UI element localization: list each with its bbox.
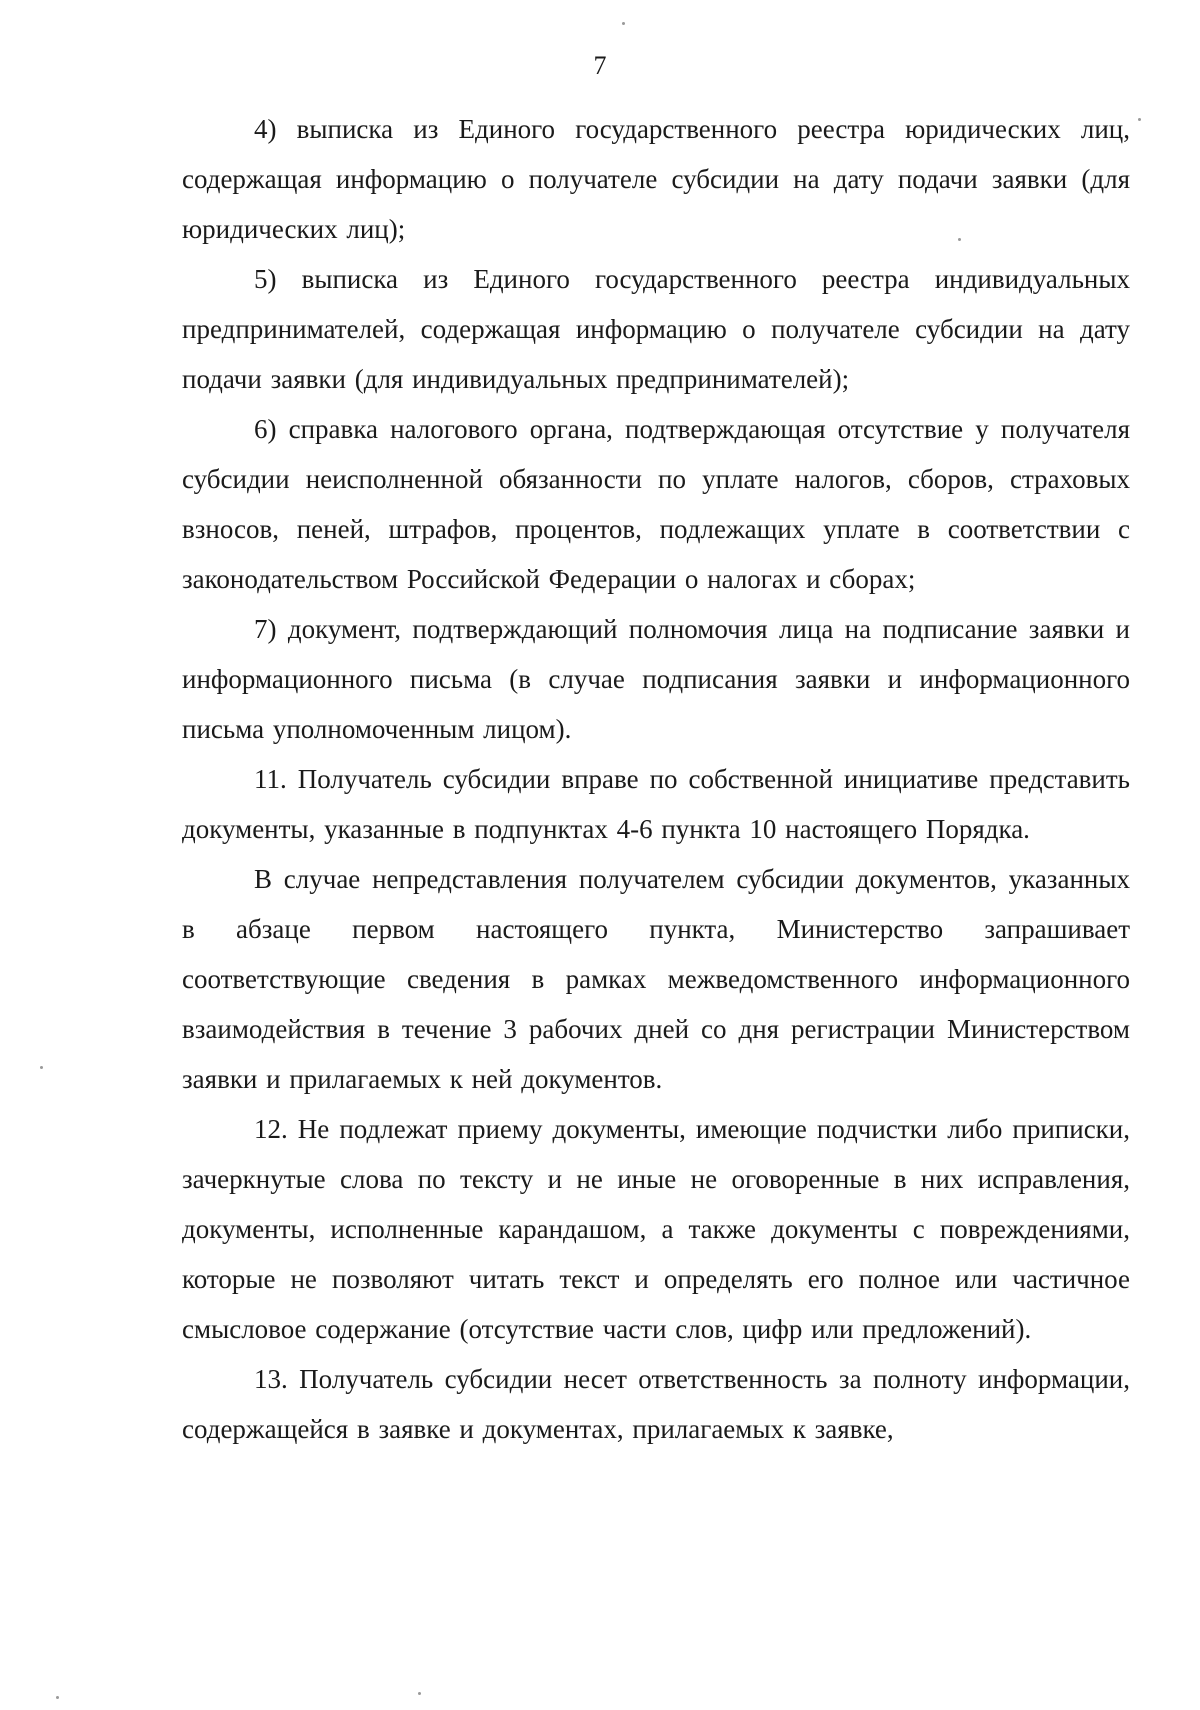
scan-speck xyxy=(622,22,625,25)
paragraph-item-7: 7) документ, подтверждающий полномочия лица на подписание заявки и информационного письма (в случае подписания заявки и информационного письма уполномоченным лицом). xyxy=(182,614,1130,744)
scan-speck xyxy=(418,1692,421,1695)
scan-speck xyxy=(958,238,961,241)
paragraph-clause-11-continued: В случае непредставления получателем субсидии документов, указанных в абзаце первом настоящего пункта, Министерство запрашивает соответствующие сведения в рамках межведомственного информационного взаимодействия в течение 3 рабочих дней со дня регистрации Министерством заявки и прилагаемых к ней документов. xyxy=(182,864,1130,1094)
paragraph-clause-11: 11. Получатель субсидии вправе по собственной инициативе представить документы, указанные в подпунктах 4-6 пункта 10 настоящего Порядка. xyxy=(182,764,1130,844)
page-number: 7 xyxy=(593,51,607,80)
scan-speck xyxy=(56,1696,59,1699)
scan-speck xyxy=(40,1066,43,1069)
scan-speck xyxy=(1138,118,1141,121)
paragraph-clause-13: 13. Получатель субсидии несет ответственность за полноту информации, содержащейся в заявке и документах, прилагаемых к заявке, xyxy=(182,1364,1130,1444)
paragraph-item-6: 6) справка налогового органа, подтверждающая отсутствие у получателя субсидии неисполненной обязанности по уплате налогов, сборов, страховых взносов, пеней, штрафов, процентов, подлежащих уплате в соответствии с законодательством Российской Федерации о налогах и сборах; xyxy=(182,414,1130,594)
document-body xyxy=(182,104,1130,1454)
paragraph-clause-12: 12. Не подлежат приему документы, имеющие подчистки либо приписки, зачеркнутые слова по тексту и не иные не оговоренные в них исправления, документы, исполненные карандашом, а также документы с повреждениями, которые не позволяют читать текст и определять его полное или частичное смысловое содержание (отсутствие части слов, цифр или предложений). xyxy=(182,1114,1130,1344)
paragraph-item-5: 5) выписка из Единого государственного реестра индивидуальных предпринимателей, содержащая информацию о получателе субсидии на дату подачи заявки (для индивидуальных предпринимателей); xyxy=(182,264,1130,394)
paragraph-item-4: 4) выписка из Единого государственного реестра юридических лиц, содержащая информацию о получателе субсидии на дату подачи заявки (для юридических лиц); xyxy=(182,114,1130,244)
